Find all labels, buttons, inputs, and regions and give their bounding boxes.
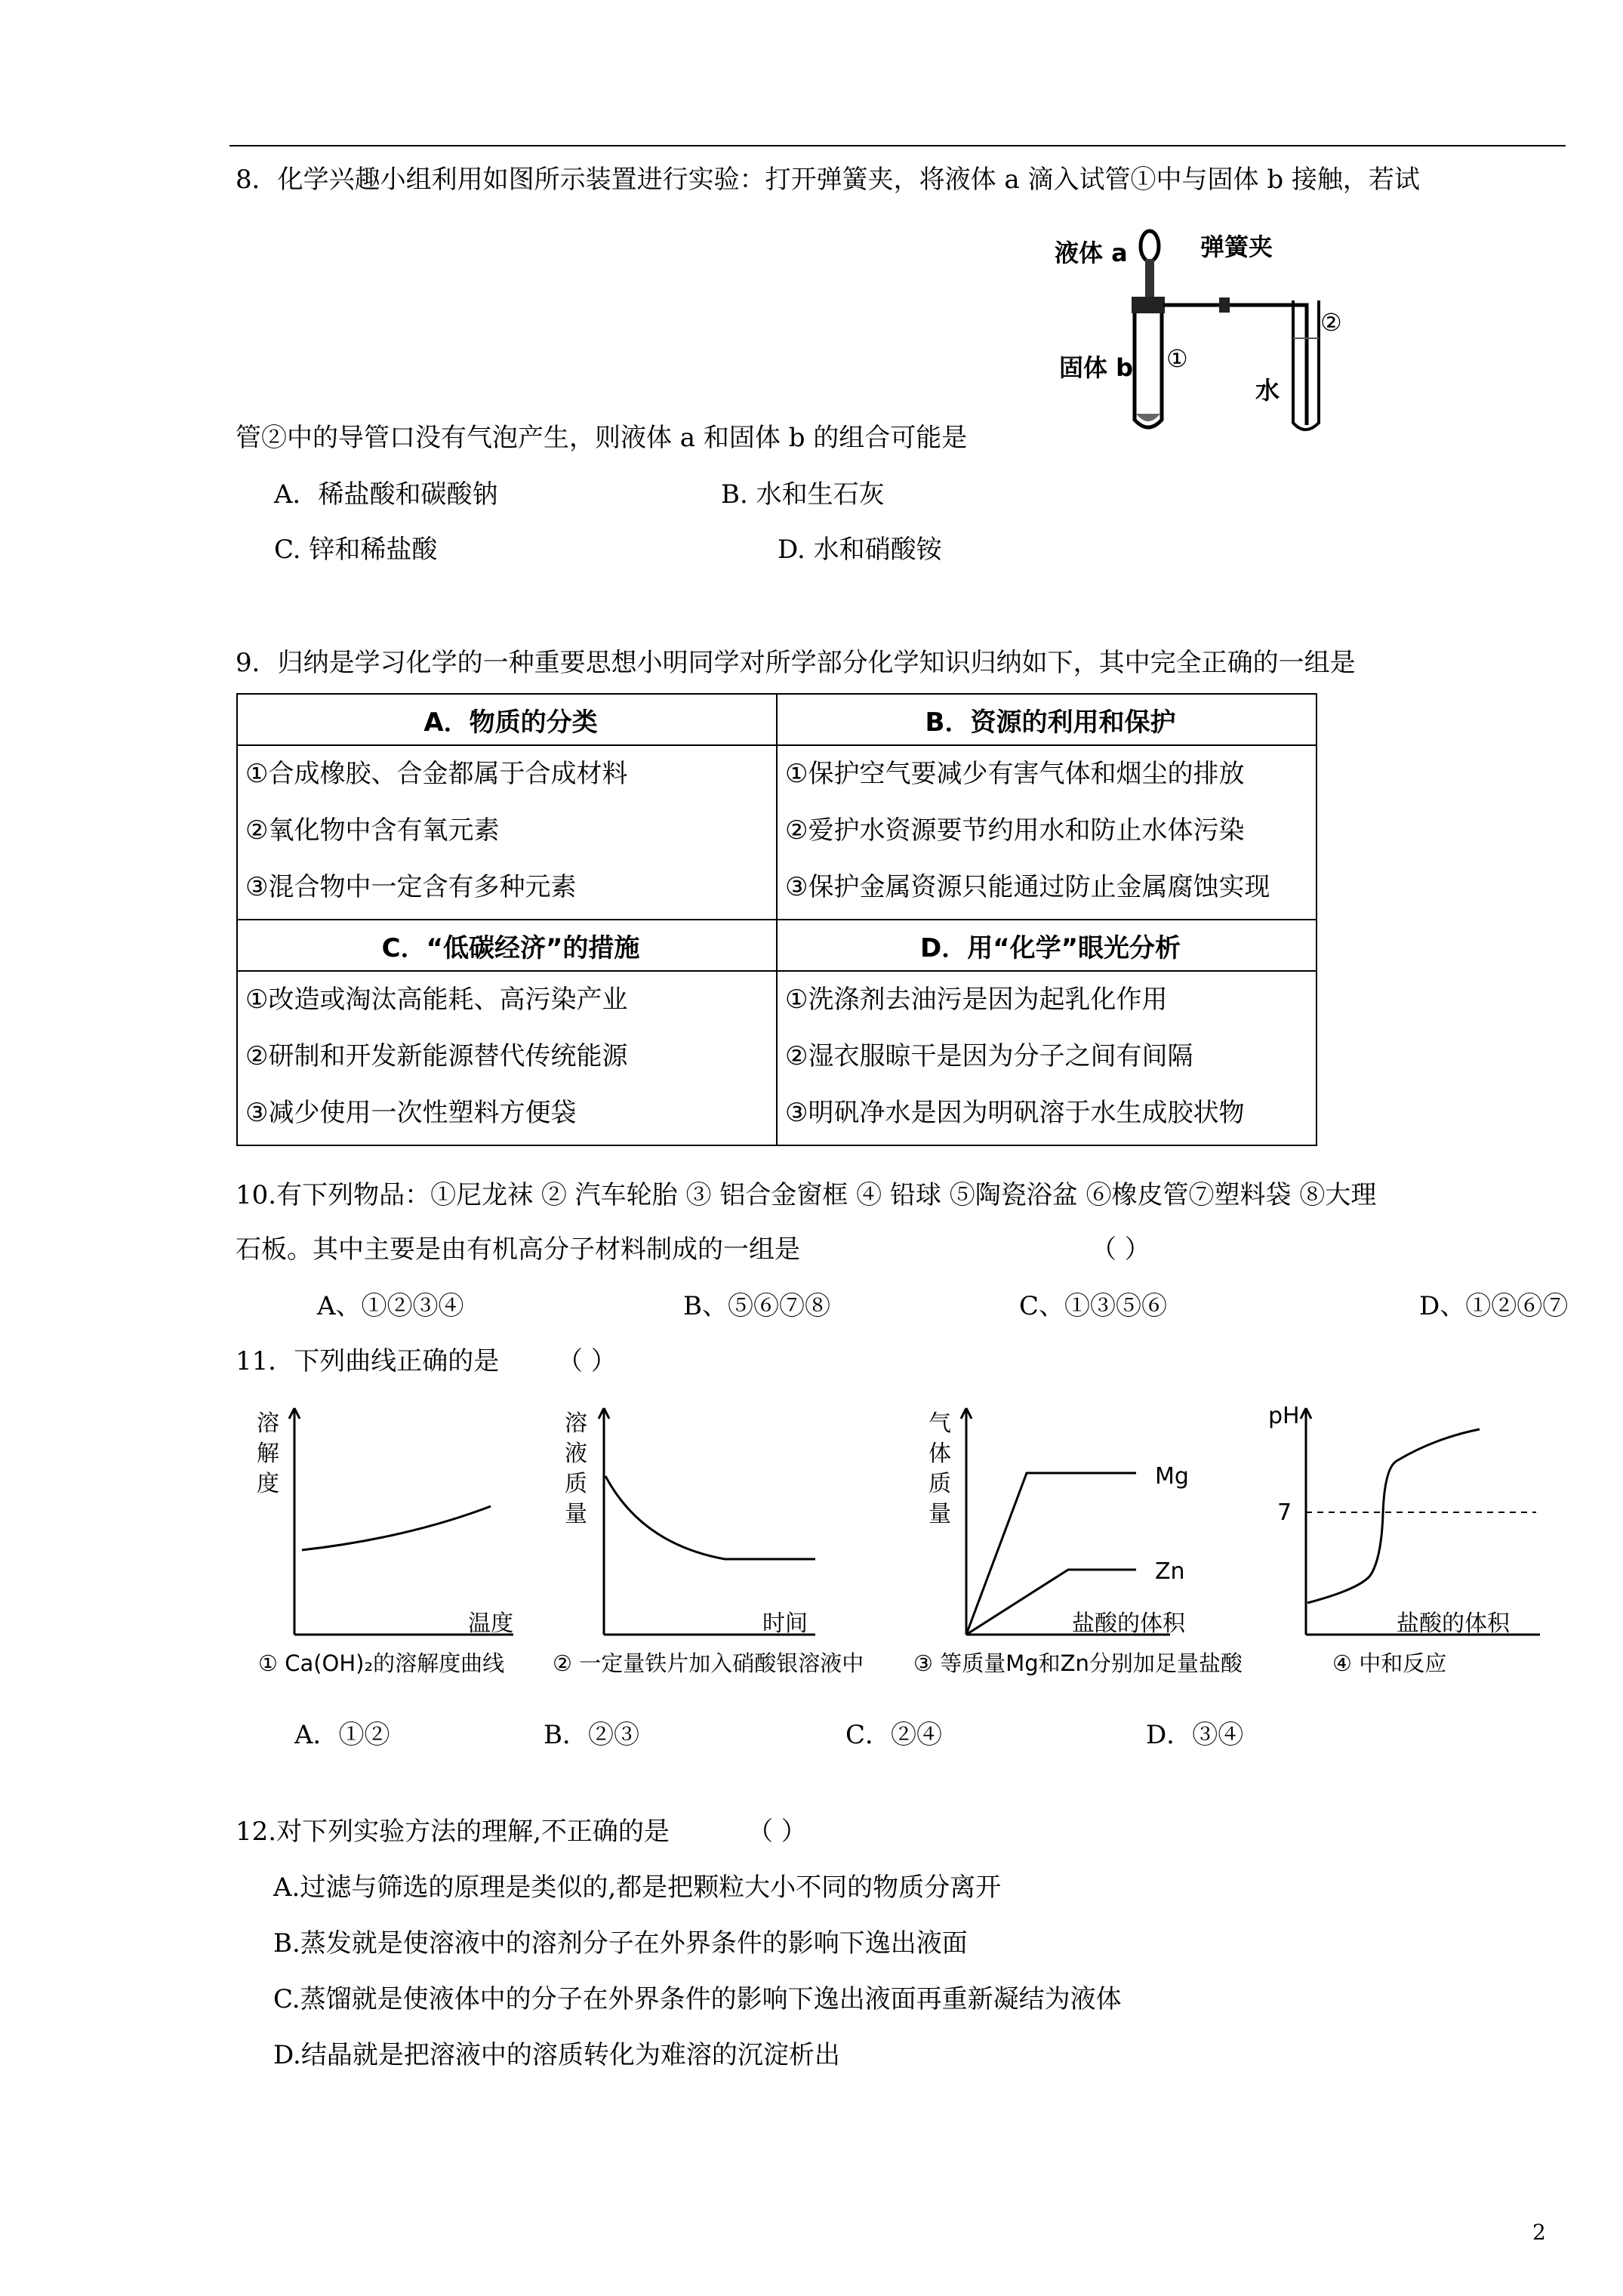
graph2-xlabel: 时间 <box>762 1610 808 1637</box>
q8-option-b[interactable]: B. 水和生石灰 <box>721 479 885 510</box>
table-item: ②氧化物中含有氧元素 <box>245 815 500 846</box>
graph4-xlabel: 盐酸的体积 <box>1397 1610 1510 1637</box>
label-tube1: ① <box>1166 344 1188 373</box>
q8-line2: 管②中的导管口没有气泡产生，则液体 a 和固体 b 的组合可能是 <box>236 423 968 453</box>
q11-stem: 11．下列曲线正确的是 <box>236 1346 500 1376</box>
q12-option-a[interactable]: A.过滤与筛选的原理是类似的,都是把颗粒大小不同的物质分离开 <box>273 1872 1002 1903</box>
graph4-tick: 7 <box>1277 1499 1292 1526</box>
svg-text:解: 解 <box>257 1441 279 1467</box>
q9-stem: 9．归纳是学习化学的一种重要思想小明同学对所学部分化学知识归纳如下，其中完全正确的一组是 <box>236 648 1356 678</box>
table-item: ①合成橡胶、合金都属于合成材料 <box>245 759 628 789</box>
label-solid-b: 固体 b <box>1059 353 1134 382</box>
q8-option-c[interactable]: C. 锌和稀盐酸 <box>274 535 438 565</box>
table-item: ③明矾净水是因为明矾溶于水生成胶状物 <box>785 1098 1245 1128</box>
table-header-a: A．物质的分类 <box>237 694 777 745</box>
svg-text:质: 质 <box>929 1471 951 1497</box>
q11-answer-bracket[interactable]: （ ） <box>557 1346 617 1376</box>
q12-stem: 12.对下列实验方法的理解,不正确的是 <box>236 1817 670 1847</box>
graph3-caption: ③ 等质量Mg和Zn分别加足量盐酸 <box>913 1650 1243 1676</box>
graph2-caption: ② 一定量铁片加入硝酸银溶液中 <box>553 1650 864 1676</box>
table-item: ①保护空气要减少有害气体和烟尘的排放 <box>785 759 1245 789</box>
svg-text:度: 度 <box>257 1471 279 1497</box>
q8-line1: 8．化学兴趣小组利用如图所示装置进行实验：打开弹簧夹，将液体 a 滴入试管①中与固体 b 接触，若试 <box>236 165 1420 195</box>
q10-answer-bracket[interactable]: （ ） <box>1091 1234 1150 1265</box>
q10-option-d[interactable]: D、①②⑥⑦ <box>1419 1291 1569 1321</box>
label-tube2: ② <box>1320 308 1342 337</box>
q9-knowledge-table <box>236 693 1317 1146</box>
graph3-ylabel: 气 <box>929 1410 951 1437</box>
svg-text:量: 量 <box>565 1501 587 1527</box>
svg-text:质: 质 <box>565 1471 587 1497</box>
table-item: ③混合物中一定含有多种元素 <box>245 872 577 902</box>
table-cell-b <box>777 745 1317 920</box>
graph2-curve <box>605 1476 815 1559</box>
q11-option-b[interactable]: B．②③ <box>544 1720 639 1750</box>
label-clamp: 弹簧夹 <box>1200 233 1273 261</box>
q12-option-c[interactable]: C.蒸馏就是使液体中的分子在外界条件的影响下逸出液面再重新凝结为液体 <box>273 1984 1122 2014</box>
graph3-series-zn: Zn <box>1155 1558 1185 1585</box>
q11-graphs <box>242 1401 1570 1703</box>
graph4-ylabel: pH <box>1268 1403 1300 1429</box>
table-cell-a <box>237 745 777 920</box>
q10-option-c[interactable]: C、①③⑤⑥ <box>1019 1291 1168 1321</box>
table-header-c: C．“低碳经济”的措施 <box>237 920 777 971</box>
graph1-curve <box>302 1506 491 1550</box>
table-item: ②研制和开发新能源替代传统能源 <box>245 1041 628 1071</box>
table-cell-d <box>777 971 1317 1145</box>
svg-text:量: 量 <box>929 1501 951 1527</box>
q11-option-c[interactable]: C．②④ <box>845 1720 943 1750</box>
svg-text:液: 液 <box>565 1441 587 1467</box>
table-cell-c <box>237 971 777 1145</box>
label-water: 水 <box>1255 376 1280 405</box>
graph1-ylabel-1: 溶 <box>257 1410 279 1437</box>
q12-answer-bracket[interactable]: （ ） <box>747 1817 807 1847</box>
q11-option-d[interactable]: D．③④ <box>1146 1720 1244 1750</box>
table-item: ③保护金属资源只能通过防止金属腐蚀实现 <box>785 872 1270 902</box>
table-item: ①改造或淘汰高能耗、高污染产业 <box>245 985 628 1015</box>
label-liquid-a: 液体 a <box>1055 239 1128 267</box>
q10-option-b[interactable]: B、⑤⑥⑦⑧ <box>683 1291 830 1321</box>
q8-apparatus-figure <box>1053 225 1355 436</box>
graph1-xlabel: 温度 <box>468 1610 513 1637</box>
table-header-d: D．用“化学”眼光分析 <box>777 920 1317 971</box>
graph4-curve <box>1307 1429 1480 1603</box>
q8-option-d[interactable]: D. 水和硝酸铵 <box>778 535 942 565</box>
table-item: ①洗涤剂去油污是因为起乳化作用 <box>785 985 1168 1015</box>
graph1-caption: ① Ca(OH)₂的溶解度曲线 <box>258 1650 505 1676</box>
table-item: ②爱护水资源要节约用水和防止水体污染 <box>785 815 1245 846</box>
graph4-caption: ④ 中和反应 <box>1332 1650 1447 1676</box>
q10-line2: 石板。其中主要是由有机高分子材料制成的一组是 <box>236 1234 800 1265</box>
table-item: ②湿衣服晾干是因为分子之间有间隔 <box>785 1041 1193 1071</box>
table-header-b: B．资源的利用和保护 <box>777 694 1317 745</box>
graph3-xlabel: 盐酸的体积 <box>1072 1610 1185 1637</box>
q11-option-a[interactable]: A．①② <box>294 1720 390 1750</box>
q10-line1: 10.有下列物品：①尼龙袜 ② 汽车轮胎 ③ 铝合金窗框 ④ 铅球 ⑤陶瓷浴盆 ⑥橡皮管⑦塑料袋 ⑧大理 <box>236 1180 1377 1210</box>
svg-text:体: 体 <box>929 1441 951 1467</box>
page-number: 2 <box>1532 2220 1546 2245</box>
q12-option-d[interactable]: D.结晶就是把溶液中的溶质转化为难溶的沉淀析出 <box>273 2040 840 2070</box>
header-rule <box>229 145 1566 146</box>
q8-option-a[interactable]: A．稀盐酸和碳酸钠 <box>274 479 498 510</box>
table-item: ③减少使用一次性塑料方便袋 <box>245 1098 577 1128</box>
q10-option-a[interactable]: A、①②③④ <box>317 1291 464 1321</box>
q12-option-b[interactable]: B.蒸发就是使溶液中的溶剂分子在外界条件的影响下逸出液面 <box>273 1928 968 1959</box>
graph2-ylabel: 溶 <box>565 1410 587 1437</box>
graph3-series-mg: Mg <box>1155 1463 1189 1490</box>
